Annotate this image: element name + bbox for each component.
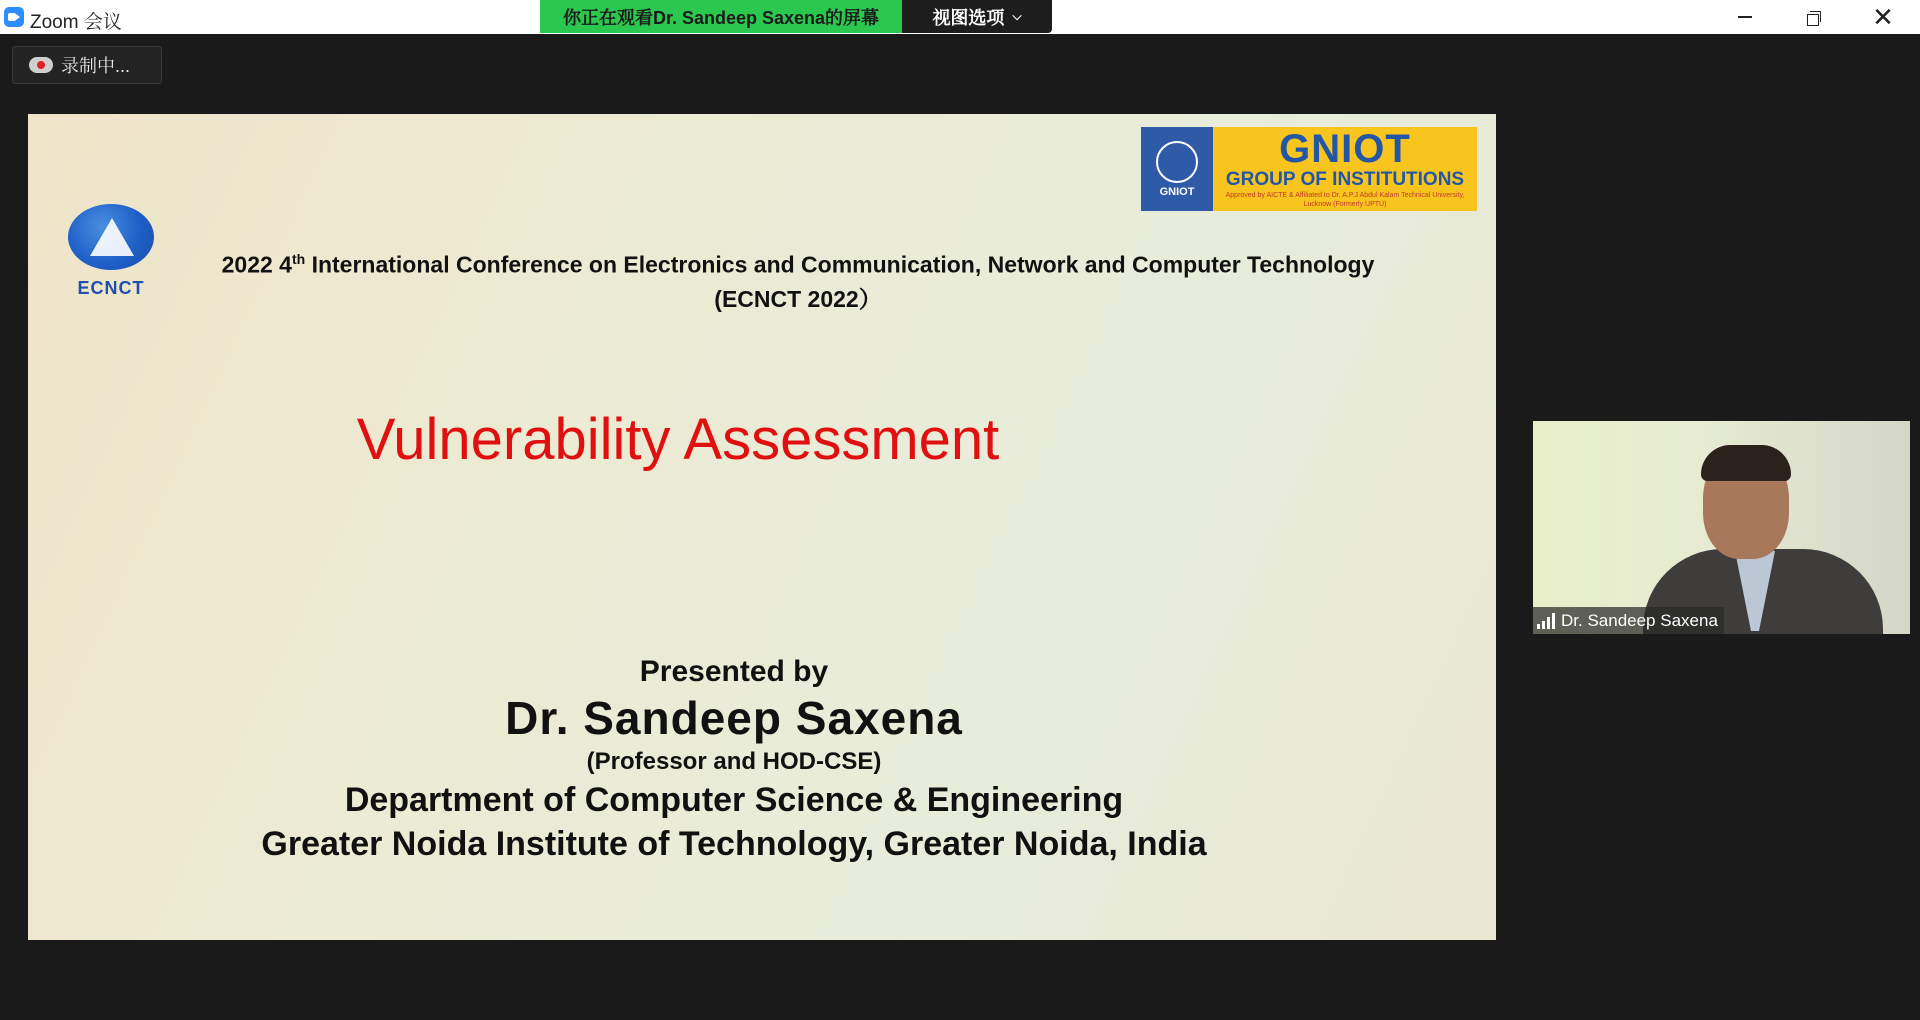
gniot-logo — [1141, 127, 1477, 211]
participant-video-tile[interactable] — [1533, 421, 1910, 634]
participant-name-tag — [1533, 607, 1724, 634]
zoom-app-icon — [4, 7, 24, 27]
presenter-block — [28, 654, 1496, 866]
ecnct-logo-mark — [68, 204, 154, 270]
presenter-department: Department of Computer Science & Engineering — [344, 781, 1124, 819]
close-icon: ✕ — [1872, 1, 1894, 32]
gniot-approval: Approved by AICTE & Affiliated to Dr. A.P.J Abdul Kalam Technical University, Lucknow (Formerly UPTU) — [1225, 192, 1465, 208]
conference-short: (ECNCT 2022） — [714, 285, 882, 312]
restore-button[interactable] — [1778, 0, 1848, 34]
window-titlebar — [0, 0, 1920, 34]
participant-hair — [1701, 445, 1791, 481]
screen-share-banner: 你正在观看Dr. Sandeep Saxena的屏幕 — [540, 0, 902, 33]
conference-title — [148, 242, 1448, 316]
presented-by: Presented by — [639, 655, 829, 688]
conference-title-rest: International Conference on Electronics and Communication, Network and Computer Technology — [305, 251, 1375, 278]
presenter-name: Dr. Sandeep Saxena — [505, 692, 963, 744]
view-options-button[interactable] — [902, 0, 1052, 33]
record-cloud-icon — [29, 57, 53, 73]
presenter-institution: Greater Noida Institute of Technology, Greater Noida, India — [261, 825, 1207, 863]
seal-emblem-icon — [1156, 141, 1198, 183]
recording-label: 录制中... — [61, 56, 131, 76]
gniot-text-box — [1213, 127, 1477, 211]
conference-title-prefix: 2022 4 — [221, 251, 292, 278]
recording-indicator[interactable] — [12, 46, 162, 84]
chevron-down-icon: ⌵ — [1012, 9, 1022, 23]
presenter-role: (Professor and HOD-CSE) — [586, 748, 882, 775]
participant-video-feed — [1643, 441, 1883, 634]
minimize-button[interactable] — [1710, 0, 1780, 34]
minimize-icon — [1738, 16, 1752, 18]
gniot-seal-text: GNIOT — [1159, 185, 1195, 198]
window-title: Zoom 会议 — [30, 12, 122, 33]
conference-title-sup: th — [291, 251, 306, 267]
gniot-group: GROUP OF INSTITUTIONS — [1225, 169, 1465, 190]
view-options-label: 视图选项 — [932, 7, 1005, 28]
ecnct-logo-text: ECNCT — [77, 278, 145, 298]
gniot-name: GNIOT — [1279, 127, 1411, 171]
restore-icon — [1807, 11, 1820, 24]
slide-main-title: Vulnerability Assessment — [356, 407, 1000, 472]
participant-name: Dr. Sandeep Saxena — [1561, 610, 1718, 630]
signal-strength-icon — [1537, 613, 1555, 629]
shared-screen-slide — [28, 114, 1496, 940]
ecnct-logo — [66, 204, 156, 299]
gniot-seal — [1141, 127, 1213, 211]
close-button[interactable] — [1848, 0, 1918, 34]
